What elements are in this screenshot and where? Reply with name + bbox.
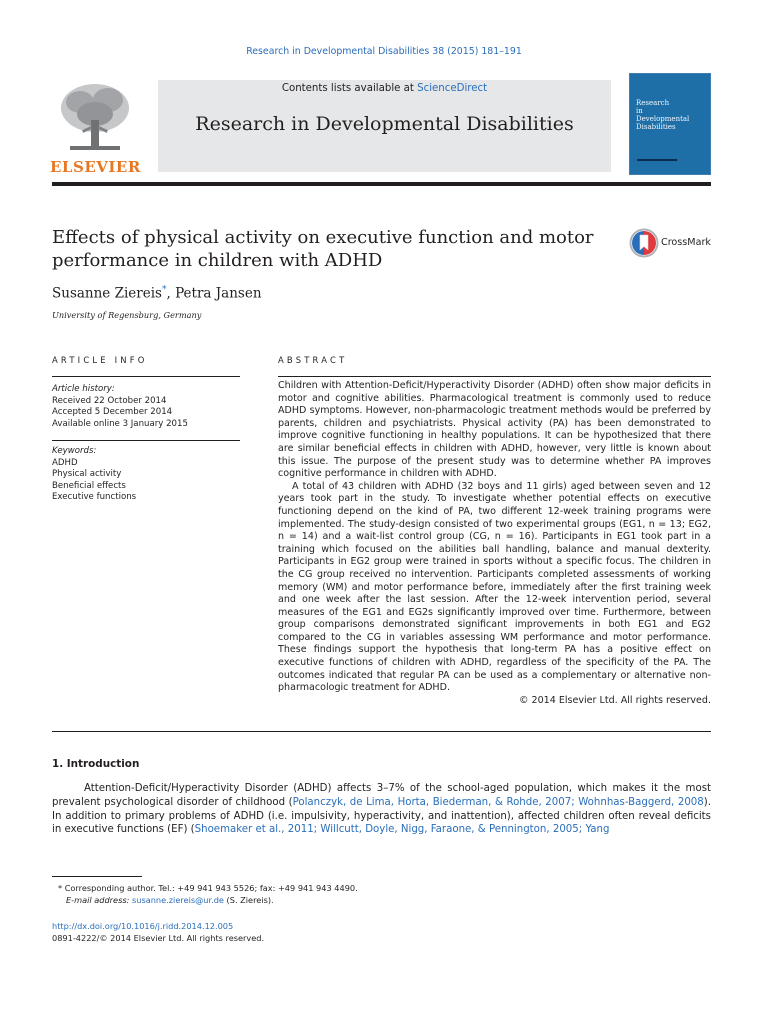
section-heading-introduction: 1. Introduction [52, 758, 140, 770]
journal-reference[interactable]: Research in Developmental Disabilities 38 (2015) 181–191 [246, 46, 522, 57]
keyword: Physical activity [52, 469, 122, 480]
author-name: Susanne Ziereis [52, 285, 162, 302]
email-suffix: (S. Ziereis). [223, 894, 274, 905]
contents-prefix: Contents lists available at [281, 83, 418, 94]
cover-line: Developmental [636, 115, 690, 123]
cover-bar [637, 159, 677, 161]
elsevier-wordmark: ELSEVIER [50, 158, 141, 176]
email-link[interactable]: susanne.ziereis@ur.de [131, 894, 224, 905]
abstract-body [278, 380, 711, 707]
article-history [52, 384, 240, 430]
history-rule [52, 440, 240, 441]
footnote-rule [52, 876, 142, 877]
article-info-rule [52, 376, 240, 377]
crossmark-label: CrossMark [661, 237, 711, 248]
history-item: Received 22 October 2014 [52, 395, 167, 406]
contents-line [158, 83, 611, 94]
crossmark-icon [629, 228, 659, 258]
article-info-heading: ARTICLE INFO [52, 355, 148, 365]
journal-banner [158, 80, 611, 172]
author-list [52, 285, 262, 302]
doi-block [52, 920, 264, 944]
header-rule [52, 182, 711, 186]
journal-cover[interactable] [629, 73, 711, 175]
crossmark-button[interactable] [629, 228, 713, 258]
issn-line: 0891-4222/© 2014 Elsevier Ltd. All rights reserved. [52, 933, 265, 943]
abstract-copyright: © 2014 Elsevier Ltd. All rights reserved. [518, 694, 711, 706]
cover-line: in [636, 107, 643, 115]
doi-link[interactable]: http://dx.doi.org/10.1016/j.ridd.2014.12.005 [52, 921, 234, 931]
abstract-end-rule [52, 731, 711, 732]
keyword: Beneficial effects [52, 480, 126, 491]
intro-text: ). In addition to primary problems of ADHD (i.e. impulsivity, hyperactivity, and inattention), affected children often reveal deficits in executive functions (EF) ( [52, 796, 711, 836]
footnotes [52, 883, 711, 906]
abstract-paragraph: A total of 43 children with ADHD (32 boys and 11 girls) aged between seven and 12 years took part in the study. To investigate whether potential effects on executive functioning depend on the kind of PA, two different 12-week training programs were implemented. The study-design consisted of two experimental groups (EG1, n = 13; EG2, n = 14) and a wait-list control group (CG, n = 16). Participants in EG1 took part in a training which focused on the abilities ball handling, balance and manual dexterity. Participants in EG2 group were trained in sports without a specific focus. The children in the CG group received no intervention. Participants completed assessments of working memory (WM) and motor performance before, immediately after the first training week and one week after the last session. After the 12-week intervention period, several measures of the EG1 and EG2s significantly improved over time. Furthermore, between group comparisons demonstrated significant improvements in both EG1 and EG2 compared to the CG in variables assessing WM performance and motor performance. These findings support the hypothesis that long-term PA has a positive effect on executive functions of children with ADHD, regardless of the specificity of the PA. The outcomes indicated that regular PA can be used as a complementary or alternative non-pharmacologic treatment for ADHD. [278, 480, 711, 694]
corresponding-author-note: * Corresponding author. Tel.: +49 941 943 5526; fax: +49 941 943 4490. [58, 883, 358, 893]
history-label: Article history: [52, 384, 115, 394]
tree-icon [50, 80, 140, 156]
history-item: Accepted 5 December 2014 [52, 407, 173, 418]
introduction-body [52, 782, 711, 837]
keyword: ADHD [52, 457, 78, 468]
journal-title[interactable]: Research in Developmental Disabilities [195, 113, 574, 135]
email-label: E-mail address: [66, 894, 132, 905]
citation-link[interactable]: Shoemaker et al., 2011; Willcutt, Doyle, Nigg, Faraone, & Pennington, 2005; Yang [194, 824, 610, 836]
cover-line: Research [636, 99, 670, 107]
keywords [52, 446, 240, 504]
citation-link[interactable]: Polanczyk, de Lima, Horta, Biederman, & Rohde, 2007; Wohnhas-Baggerd, 2008 [292, 796, 704, 808]
sciencedirect-link[interactable]: ScienceDirect [417, 83, 488, 94]
intro-text: Attention-Deficit/Hyperactivity Disorder (ADHD) affects 3–7% of the school-aged population, which makes it the most prevalent psychological disorder of childhood ( [52, 783, 711, 808]
elsevier-logo [50, 80, 140, 176]
abstract-heading: ABSTRACT [278, 355, 348, 365]
intro-paragraph [52, 782, 711, 837]
author-separator: , [166, 285, 176, 302]
cover-line: Disabilities [636, 123, 676, 131]
keywords-label: Keywords: [52, 446, 97, 456]
corresponding-author-marker[interactable]: * [161, 285, 167, 295]
abstract-rule [278, 376, 711, 377]
affiliation: University of Regensburg, Germany [52, 310, 202, 320]
history-item: Available online 3 January 2015 [52, 418, 188, 429]
abstract-paragraph: Children with Attention-Deficit/Hyperactivity Disorder (ADHD) often show major deficits in motor and cognitive abilities. Pharmacological treatment is commonly used to reduce ADHD symptoms. However, non-pharmacologic treatment methods would be preferred by parents, children and psychiatrists. Physical activity (PA) has been demonstrated to improve cognitive functioning in healthy populations. It can be hypothesized that there are similar beneficial effects in children with ADHD, however, very little is known about this issue. The purpose of the present study was to determine whether PA improves cognitive performance in children with ADHD. [278, 380, 711, 480]
cover-title [636, 99, 708, 131]
keyword: Executive functions [52, 492, 137, 503]
article-title: Effects of physical activity on executive function and motor performance in children with ADHD [52, 227, 594, 271]
author-name: Petra Jansen [175, 285, 262, 302]
email-note [52, 895, 711, 907]
